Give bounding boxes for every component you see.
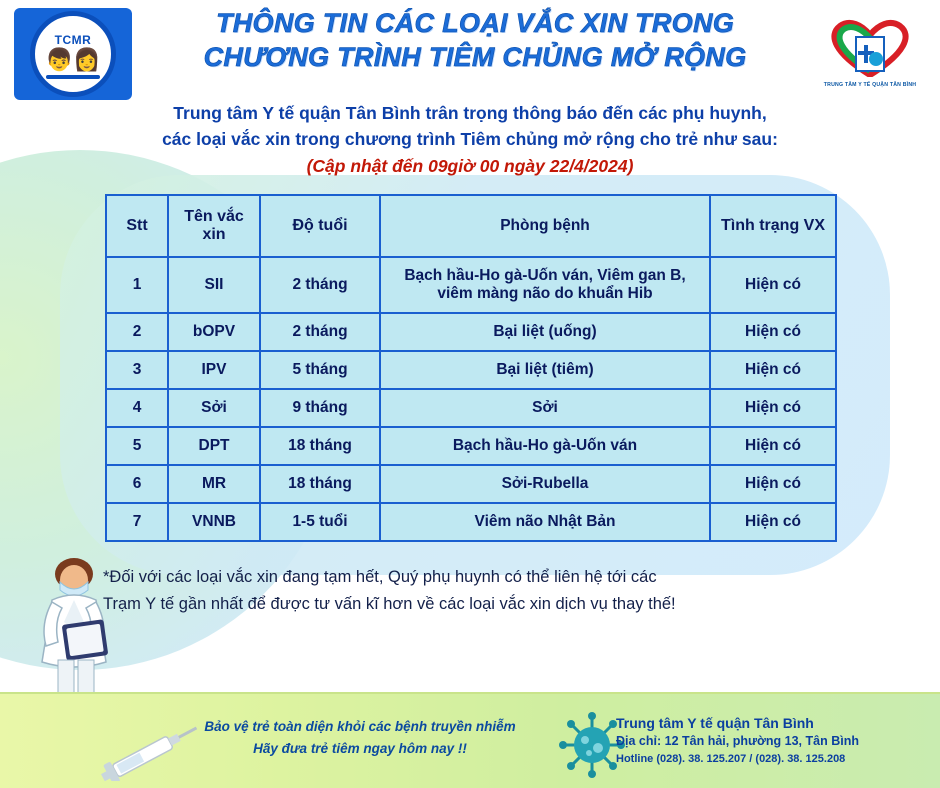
table-row bbox=[106, 503, 836, 541]
footer-slogan bbox=[170, 716, 550, 760]
header-age: Độ tuổi bbox=[260, 195, 380, 257]
cell-status: Hiện có bbox=[710, 351, 836, 389]
table-row bbox=[106, 313, 836, 351]
logo-underline bbox=[46, 75, 100, 79]
cell-status: Hiện có bbox=[710, 313, 836, 351]
poster-header bbox=[0, 0, 940, 92]
header-vaccine-name: Tên vắc xin bbox=[168, 195, 260, 257]
vaccine-table bbox=[105, 194, 837, 542]
health-center-logo bbox=[816, 10, 924, 96]
heart-icon bbox=[824, 19, 916, 79]
table-row bbox=[106, 351, 836, 389]
header-stt: Stt bbox=[106, 195, 168, 257]
cell-age: 18 tháng bbox=[260, 465, 380, 503]
footer-slogan-line-2: Hãy đưa trẻ tiêm ngay hôm nay !! bbox=[253, 741, 467, 756]
contact-hotline: Hotline (028). 38. 125.207 / (028). 38. 125.208 bbox=[616, 753, 846, 765]
poster-footer bbox=[0, 692, 940, 788]
health-center-logo-caption: TRUNG TÂM Y TẾ QUẬN TÂN BÌNH bbox=[823, 81, 917, 88]
table-row bbox=[106, 465, 836, 503]
cell-disease: Bạch hầu-Ho gà-Uốn ván, Viêm gan B, viêm màng não do khuẩn Hib bbox=[380, 257, 710, 313]
cell-name: SII bbox=[168, 257, 260, 313]
footnote-line-1: *Đối với các loại vắc xin đang tạm hết, Quý phụ huynh có thể liên hệ tới các bbox=[103, 568, 657, 586]
cell-age: 5 tháng bbox=[260, 351, 380, 389]
cell-status: Hiện có bbox=[710, 427, 836, 465]
footnote bbox=[85, 564, 855, 618]
cell-name: DPT bbox=[168, 427, 260, 465]
cell-name: bOPV bbox=[168, 313, 260, 351]
cell-disease: Bại liệt (uống) bbox=[380, 313, 710, 351]
vaccine-table-wrapper bbox=[105, 194, 835, 542]
cell-stt: 2 bbox=[106, 313, 168, 351]
footer-slogan-line-1: Bảo vệ trẻ toàn diện khỏi các bệnh truyền nhiễm bbox=[204, 719, 516, 734]
footer-contact bbox=[616, 714, 926, 768]
title-line-1: THÔNG TIN CÁC LOẠI VẮC XIN TRONG bbox=[215, 8, 735, 38]
cell-age: 2 tháng bbox=[260, 257, 380, 313]
cell-status: Hiện có bbox=[710, 465, 836, 503]
tcmr-logo bbox=[14, 8, 132, 100]
table-row bbox=[106, 389, 836, 427]
cell-stt: 4 bbox=[106, 389, 168, 427]
intro-paragraph bbox=[0, 100, 940, 180]
header-status: Tình trạng VX bbox=[710, 195, 836, 257]
contact-address: Địa chỉ: 12 Tân hải, phường 13, Tân Bình bbox=[616, 734, 859, 748]
cell-name: IPV bbox=[168, 351, 260, 389]
cell-stt: 7 bbox=[106, 503, 168, 541]
cell-disease: Sởi bbox=[380, 389, 710, 427]
cell-stt: 5 bbox=[106, 427, 168, 465]
intro-line-1: Trung tâm Y tế quận Tân Bình trân trọng thông báo đến các phụ huynh, bbox=[173, 103, 767, 123]
cell-age: 9 tháng bbox=[260, 389, 380, 427]
cell-stt: 1 bbox=[106, 257, 168, 313]
table-row bbox=[106, 427, 836, 465]
cell-disease: Viêm não Nhật Bản bbox=[380, 503, 710, 541]
doctor-illustration bbox=[18, 552, 138, 702]
cell-disease: Sởi-Rubella bbox=[380, 465, 710, 503]
table-row bbox=[106, 257, 836, 313]
header-disease: Phòng bệnh bbox=[380, 195, 710, 257]
intro-update-date: (Cập nhật đến 09giờ 00 ngày 22/4/2024) bbox=[306, 156, 634, 176]
heart-shape-icon bbox=[824, 19, 916, 77]
cell-name: Sởi bbox=[168, 389, 260, 427]
doctor-icon bbox=[18, 552, 138, 702]
cell-disease: Bạch hầu-Ho gà-Uốn ván bbox=[380, 427, 710, 465]
poster-title bbox=[150, 6, 800, 74]
cell-stt: 3 bbox=[106, 351, 168, 389]
cell-status: Hiện có bbox=[710, 389, 836, 427]
contact-org-name: Trung tâm Y tế quận Tân Bình bbox=[616, 715, 814, 731]
intro-line-2: các loại vắc xin trong chương trình Tiêm chủng mở rộng cho trẻ như sau: bbox=[162, 129, 778, 149]
tcmr-logo-text: TCMR bbox=[54, 33, 92, 47]
cell-name: VNNB bbox=[168, 503, 260, 541]
cell-disease: Bại liệt (tiêm) bbox=[380, 351, 710, 389]
children-icon: 👦👩 bbox=[45, 47, 101, 72]
cell-name: MR bbox=[168, 465, 260, 503]
cell-stt: 6 bbox=[106, 465, 168, 503]
cell-status: Hiện có bbox=[710, 257, 836, 313]
cell-age: 18 tháng bbox=[260, 427, 380, 465]
footnote-line-2: Trạm Y tế gần nhất để được tư vấn kĩ hơn về các loại vắc xin dịch vụ thay thế! bbox=[103, 595, 676, 613]
title-line-2: CHƯƠNG TRÌNH TIÊM CHỦNG MỞ RỘNG bbox=[203, 42, 747, 72]
cell-age: 2 tháng bbox=[260, 313, 380, 351]
cell-age: 1-5 tuổi bbox=[260, 503, 380, 541]
table-header-row bbox=[106, 195, 836, 257]
cell-status: Hiện có bbox=[710, 503, 836, 541]
